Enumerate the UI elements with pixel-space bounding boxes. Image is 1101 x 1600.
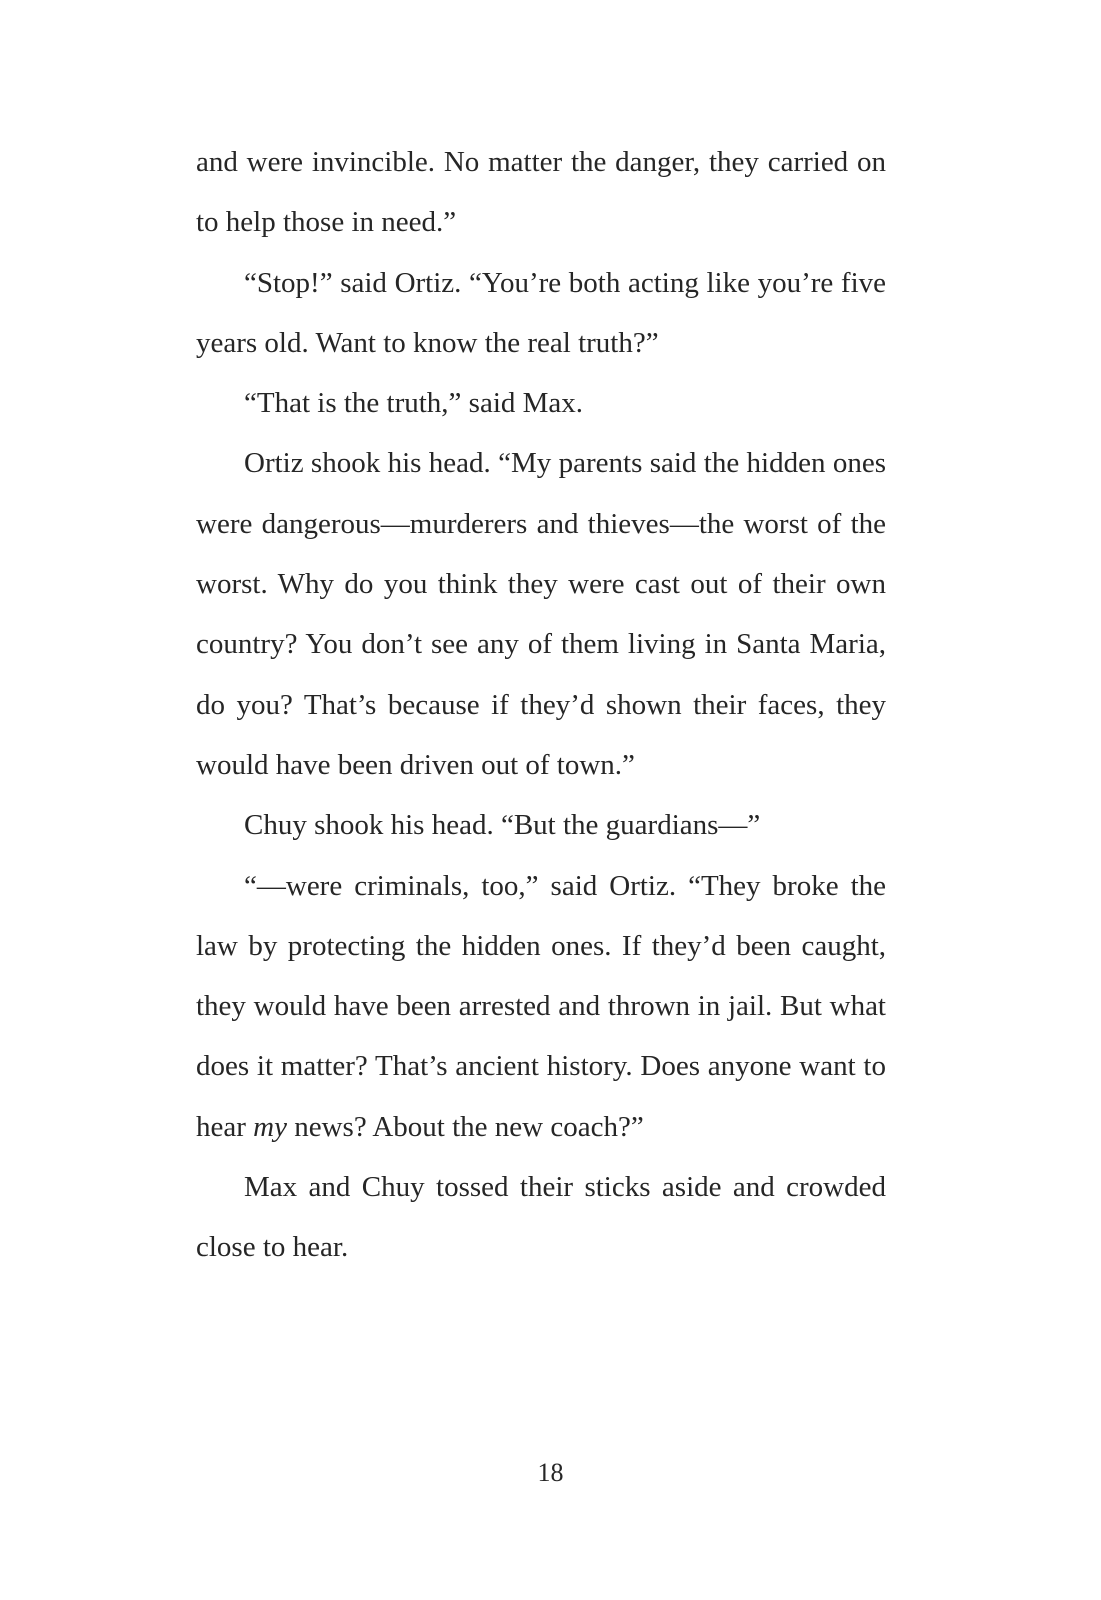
page-number: 18 — [537, 1458, 564, 1487]
paragraph — [196, 856, 886, 1157]
paragraph: “That is the truth,” said Max. — [244, 387, 584, 420]
paragraph-text: “—were criminals, too,” said Ortiz. “They broke the law by protecting the hidden ones. If they’d been caught, they would have been arrested and thrown in jail. But what does it matter? That’s ancient history. Does anyone want to hear — [196, 869, 886, 1143]
paragraph-text-tail: news? About the new coach?” — [286, 1110, 644, 1143]
paragraph: Chuy shook his head. “But the guardians—” — [244, 809, 761, 842]
emphasis-text: my — [253, 1110, 287, 1143]
paragraph: and were invincible. No matter the danger, they carried on to help those in need.” — [196, 146, 886, 239]
paragraph: Ortiz shook his head. “My parents said the hidden ones were dangerous—murderers and thieves—the worst of the worst. Why do you think they were cast out of their own country? You don’t see any of them living in Santa Maria, do you? That’s because if they’d shown their faces, they would have been driven out of town.” — [196, 447, 886, 781]
paragraph: Max and Chuy tossed their sticks aside and crowded close to hear. — [196, 1171, 886, 1264]
body-text — [196, 132, 886, 1278]
paragraph: “Stop!” said Ortiz. “You’re both acting like you’re five years old. Want to know the real truth?” — [196, 266, 886, 359]
